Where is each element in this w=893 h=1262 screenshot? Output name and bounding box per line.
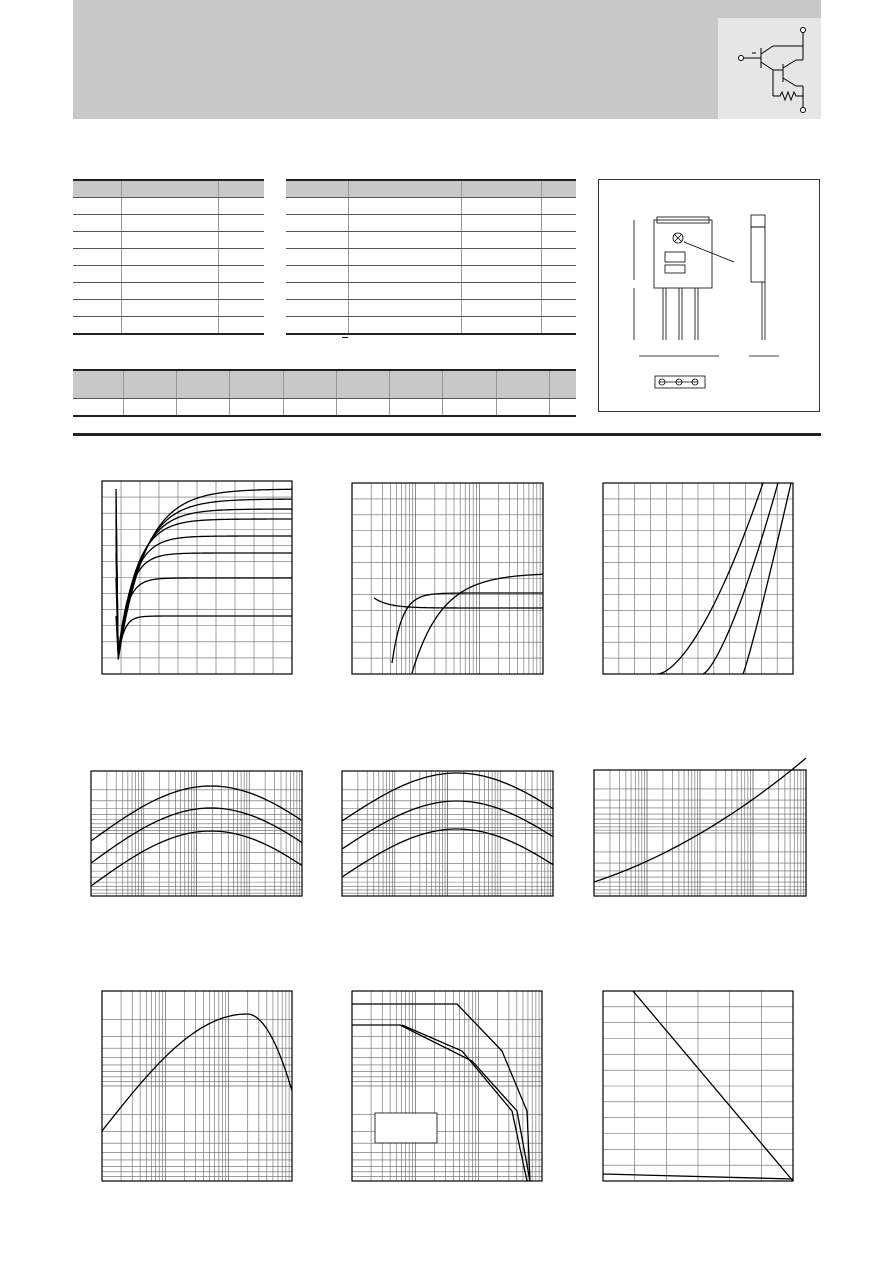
to-3p-package-outline-icon bbox=[599, 180, 821, 413]
ic-vce-curve bbox=[116, 489, 292, 660]
table-row bbox=[73, 232, 264, 249]
table-row bbox=[73, 198, 264, 215]
hfe-ic-temp-graph bbox=[342, 771, 553, 896]
table-row bbox=[73, 300, 264, 317]
soa-legend-box bbox=[375, 1113, 437, 1143]
ft-ic-graph bbox=[102, 991, 292, 1181]
table-row bbox=[286, 180, 576, 198]
section-divider bbox=[73, 433, 821, 436]
ic-vbe-graph bbox=[603, 483, 793, 674]
table-row bbox=[73, 317, 264, 335]
hfe-rank-table bbox=[73, 369, 576, 417]
ft-curve bbox=[102, 1014, 247, 1131]
table-row bbox=[286, 300, 576, 317]
table-row bbox=[286, 232, 576, 249]
ic-vce-curve bbox=[116, 499, 292, 659]
table-row bbox=[286, 198, 576, 215]
hfe-ic-typ-graph bbox=[91, 771, 302, 896]
safe-operating-area-graph bbox=[352, 991, 542, 1181]
table-row bbox=[286, 249, 576, 266]
ic-vce-curve bbox=[116, 553, 292, 654]
table-row bbox=[73, 215, 264, 232]
table-row bbox=[73, 399, 576, 417]
grid bbox=[603, 483, 793, 674]
table-row bbox=[73, 266, 264, 283]
absolute-max-ratings-table bbox=[73, 179, 264, 335]
table-row bbox=[73, 180, 264, 198]
package-outline-box bbox=[598, 179, 820, 412]
table-row bbox=[286, 266, 576, 283]
grid bbox=[603, 991, 793, 1181]
table-footnote-mark bbox=[342, 337, 348, 338]
grid bbox=[102, 991, 292, 1181]
soa-curve bbox=[352, 1004, 530, 1181]
vce-ib-graph bbox=[352, 483, 543, 674]
electrical-characteristics-table bbox=[286, 179, 576, 335]
circuit-symbol-box bbox=[718, 18, 821, 119]
ic-vce-curve bbox=[116, 519, 292, 656]
table-row bbox=[286, 317, 576, 335]
ic-vce-graph bbox=[102, 481, 292, 674]
ft-curve bbox=[247, 1014, 292, 1091]
table-row bbox=[73, 370, 576, 399]
grid bbox=[352, 991, 542, 1181]
grid bbox=[352, 483, 543, 674]
table-row bbox=[73, 249, 264, 266]
vce-ib-curve bbox=[392, 593, 543, 663]
thermal-resistance-graph bbox=[594, 770, 806, 896]
table-row bbox=[286, 215, 576, 232]
pc-ta-derating-graph bbox=[603, 991, 793, 1181]
grid bbox=[91, 771, 302, 896]
ic-vce-curve bbox=[116, 616, 292, 656]
header-band bbox=[73, 0, 821, 119]
darlington-transistor-icon bbox=[718, 18, 821, 119]
table-row bbox=[286, 283, 576, 300]
table-row bbox=[73, 283, 264, 300]
